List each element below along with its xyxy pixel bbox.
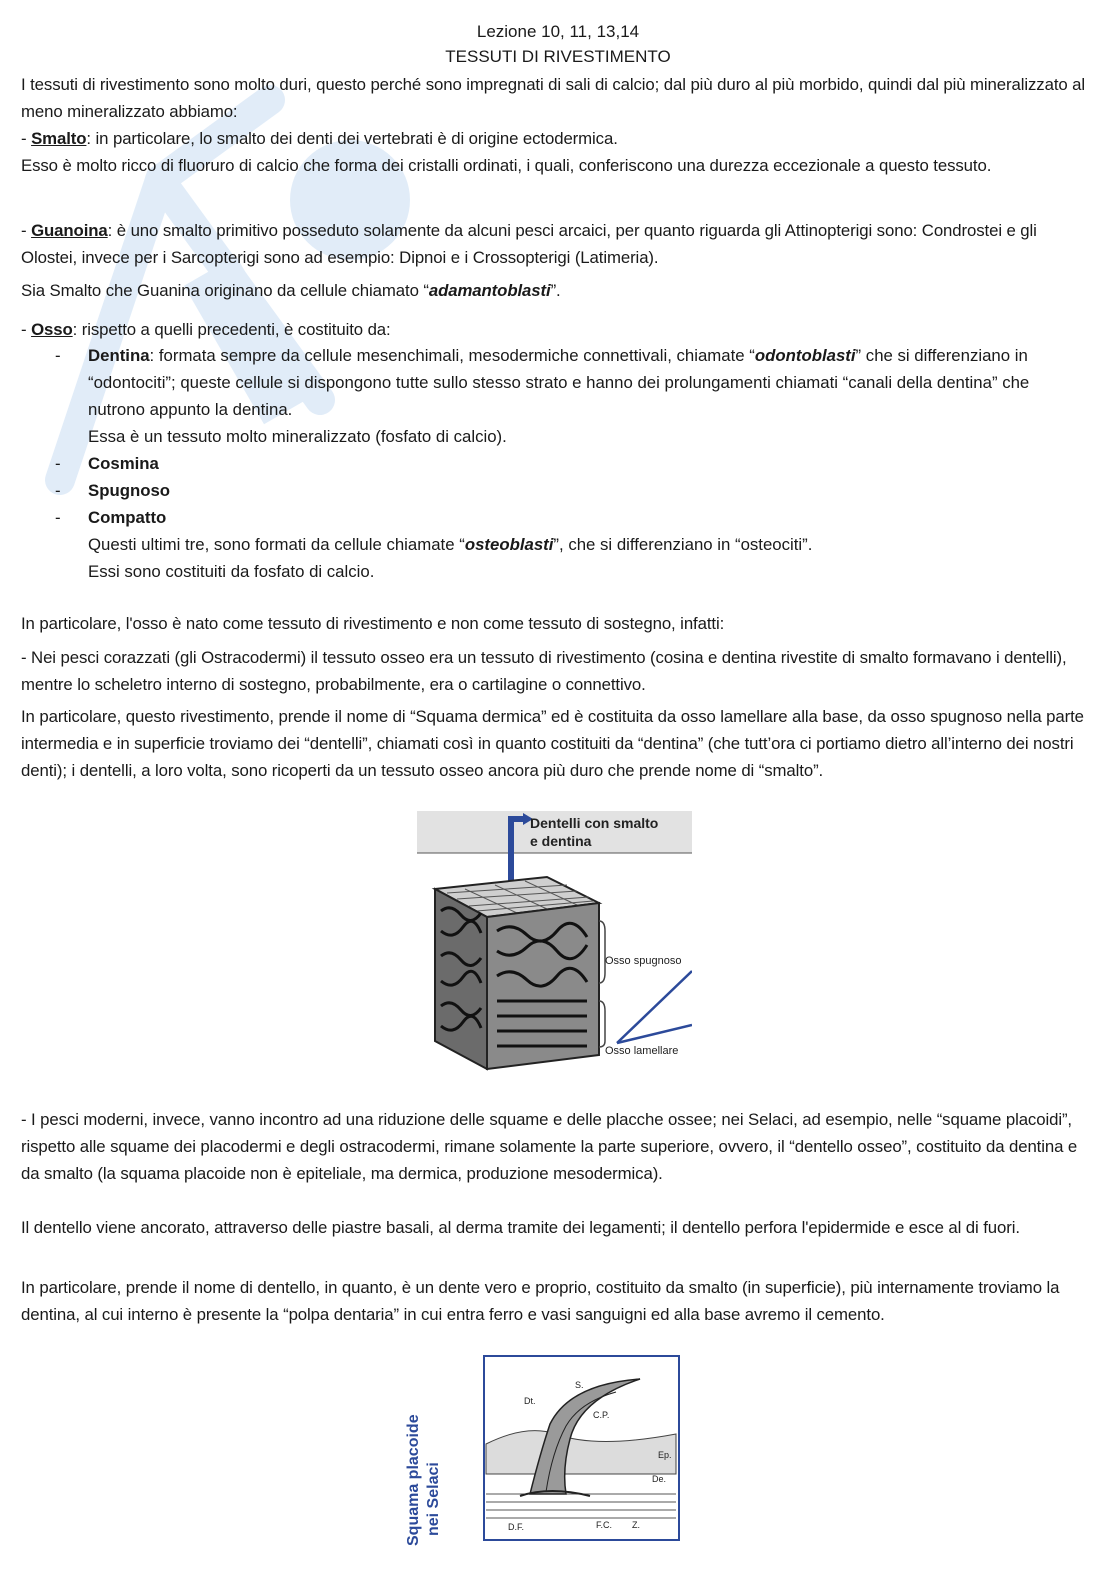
guanoina-term: Guanoina	[31, 221, 108, 240]
dentina-after: ” che si differenziano in “odontociti”; queste cellule si dispongono tutte sullo stesso strato e hanno dei prolungamenti chiamati “canali della dentina” che nutrono appunto la dentina.	[88, 346, 1030, 419]
label-z: Z.	[632, 1520, 640, 1530]
label-dt: Dt.	[524, 1396, 536, 1406]
label-osso-lamellare: Osso lamellare	[605, 1045, 679, 1057]
guanoina-text: : è uno smalto primitivo posseduto solamente da alcuni pesci arcaici, per quanto riguarda gli Attinopterigi sono: Condrostei e gli Olostei, invece per i Sarcopterigi sono ad esempio: Dipnoi e i Crossopterigi (Latimeria).	[21, 221, 1037, 267]
page-title: TESSUTI DI RIVESTIMENTO	[445, 47, 671, 66]
paragraph-6: In particolare, prende il nome di dentello, in quanto, è un dente vero e proprio, costituito da smalto (in superficie), più internamente troviamo la dentina, al cui interno è presente la “polpa dentaria” in cui entra ferro e vasi sanguigni ed alla base avremo il cemento.	[21, 1278, 1060, 1324]
origin-before: Sia Smalto che Guanina originano da cellule chiamato “	[21, 281, 429, 300]
list-item-compatto	[55, 504, 1095, 584]
last-after: ”, che si differenziano in “osteociti”.	[553, 535, 813, 554]
side-label-2: nei Selaci	[425, 1462, 442, 1536]
paragraph-3: In particolare, questo rivestimento, prende il nome di “Squama dermica” ed è costituita da osso lamellare alla base, da osso spugnoso nella parte intermedia e in superficie troviamo dei “dentelli”, chiamati così in quanto costituiti da “dentina” (che tutt’ora ci portiamo dietro all’interno dei nostri denti); i dentelli, a loro volta, sono ricoperti da un tessuto osseo ancora più duro che prende nome di “smalto”.	[21, 707, 1084, 780]
osso-item	[21, 316, 1091, 343]
list-dash: -	[55, 454, 61, 473]
smalto-term: Smalto	[31, 129, 87, 148]
label-s: S.	[575, 1380, 584, 1390]
origin-term: adamantoblasti	[428, 281, 551, 300]
compatto-desc	[88, 531, 1088, 558]
compatto-note: Essi sono costituiti da fosfato di calcio.	[88, 562, 375, 581]
dentina-before: : formata sempre da cellule mesenchimali, mesodermiche connettivali, chiamate “	[149, 346, 755, 365]
label-fc: F.C.	[596, 1520, 613, 1530]
side-label-1: Squama placoide	[405, 1414, 422, 1546]
dentina-note: Essa è un tessuto molto mineralizzato (fosfato di calcio).	[88, 427, 507, 446]
origin-after: ”.	[550, 281, 561, 300]
osso-term: Osso	[31, 320, 73, 339]
smalto-item	[21, 125, 1091, 152]
label-dentelli: Dentelli con smalto	[530, 815, 659, 831]
label-df: D.F.	[508, 1522, 525, 1532]
guanoina-item	[21, 217, 1091, 271]
label-ep: Ep.	[658, 1450, 672, 1460]
compatto-term: Compatto	[88, 508, 167, 527]
label-osso-spugnoso: Osso spugnoso	[605, 955, 682, 967]
spugnoso-term: Spugnoso	[88, 481, 171, 500]
smalto-detail: Esso è molto ricco di fluoruro di calcio che forma dei cristalli ordinati, i quali, conferiscono una durezza eccezionale a questo tessuto.	[21, 156, 992, 175]
label-de: De.	[652, 1474, 667, 1484]
label-dentina: e dentina	[530, 833, 592, 849]
osso-text: : rispetto a quelli precedenti, è costituito da:	[72, 320, 391, 339]
intro-paragraph: I tessuti di rivestimento sono molto duri, questo perché sono impregnati di sali di calcio; dal più duro al più morbido, quindi dal più mineralizzato al meno mineralizzato abbiamo:	[21, 75, 1086, 121]
paragraph-4: - I pesci moderni, invece, vanno incontro ad una riduzione delle squame e delle placche ossee; nei Selaci, ad esempio, nelle “squame placoidi”, rispetto alle squame dei placodermi e degli ostracodermi, rimane solamente la parte superiore, ovvero, il “dentello osseo”, costituito da dentina e da smalto (la squama placoide non è epiteliale, ma dermica, produzione mesodermica).	[21, 1110, 1078, 1183]
dentina-cell: odontoblasti	[754, 346, 856, 365]
lesson-number: Lezione 10, 11, 13,14	[476, 22, 640, 41]
list-dash: -	[55, 346, 61, 365]
squama-placoide-figure	[400, 1354, 682, 1546]
guanoina-prefix: -	[21, 221, 32, 240]
list-dash: -	[55, 481, 61, 500]
list-item-dentina	[55, 342, 1095, 452]
compatto-block	[88, 504, 1088, 585]
squama-dermica-figure	[417, 811, 692, 1073]
dentina-term: Dentina	[88, 346, 150, 365]
paragraph-1: In particolare, l'osso è nato come tessuto di rivestimento e non come tessuto di sostegno, infatti:	[21, 614, 725, 633]
list-dash: -	[55, 508, 61, 527]
label-cp: C.P.	[593, 1410, 610, 1420]
smalto-prefix: -	[21, 129, 32, 148]
paragraph-5: Il dentello viene ancorato, attraverso delle piastre basali, al derma tramite dei legamenti; il dentello perfora l'epidermide e esce al di fuori.	[21, 1218, 1020, 1237]
origin-line	[21, 277, 1091, 304]
dentina-text	[88, 342, 1088, 450]
osso-prefix: -	[21, 320, 32, 339]
smalto-text: : in particolare, lo smalto dei denti dei vertebrati è di origine ectodermica.	[86, 129, 618, 148]
paragraph-2: - Nei pesci corazzati (gli Ostracodermi) il tessuto osseo era un tessuto di rivestimento (cosina e dentina rivestite di smalto formavano i dentelli), mentre lo scheletro interno di sostegno, probabilmente, era o cartilagine o connettivo.	[21, 648, 1067, 694]
cosmina-term: Cosmina	[88, 454, 159, 473]
last-cell: osteoblasti	[464, 535, 554, 554]
last-before: Questi ultimi tre, sono formati da cellule chiamate “	[88, 535, 465, 554]
